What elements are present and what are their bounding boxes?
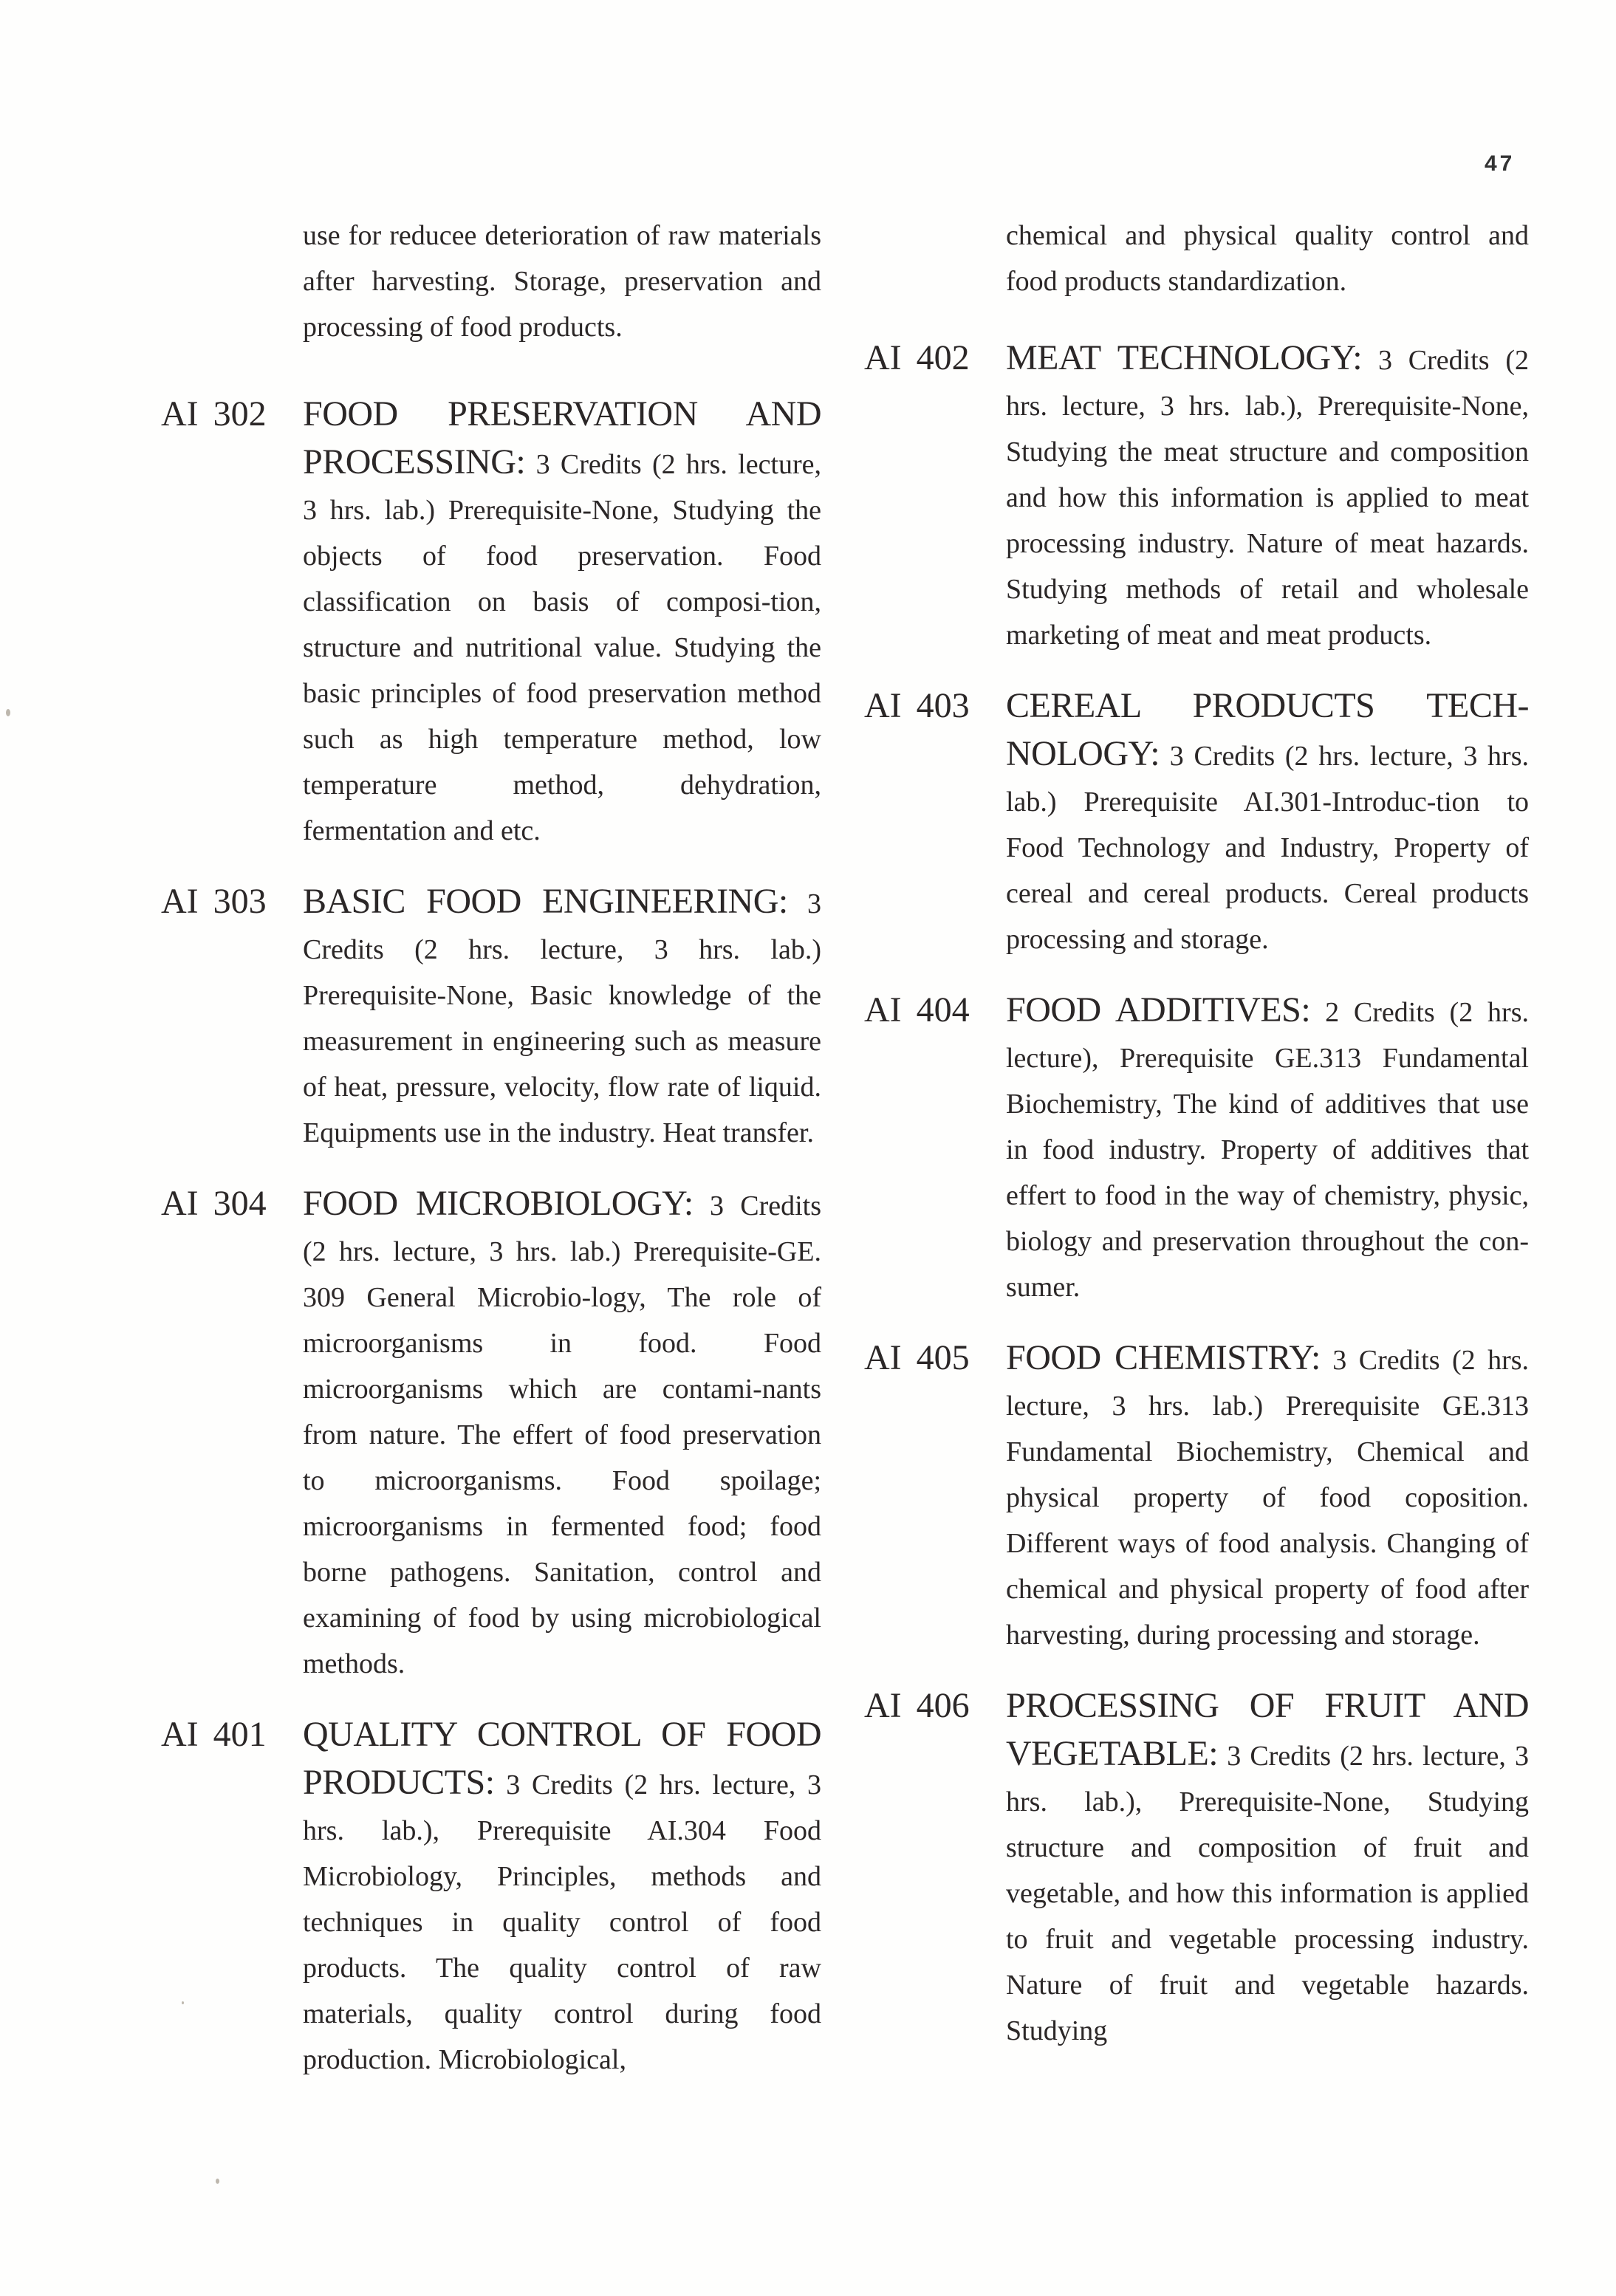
course-code: AI 402 [864,338,970,377]
course-body [1006,987,1529,1310]
course-code: AI 405 [864,1338,970,1377]
course-body [303,879,821,1156]
right-column [864,213,1529,2054]
course-code: AI 304 [161,1184,267,1223]
course-description: 3 Credits (2 hrs. lecture, 3 hrs. lab.) Prerequisite-None, Studying the objects of food preservation. Food classification on basis of composi-tion, structure and nutritional value. Studying the basic principles of food preservation method such as high temperature method, low temperature method, dehydration, fermentation and etc. [303,449,822,846]
course-body [1006,683,1529,962]
course-entry [864,335,1529,658]
course-title: FOOD PRESERVATION AND PROCESSING: [303,394,821,482]
scan-speck [182,2001,184,2004]
course-code: AI 401 [161,1715,267,1754]
course-description: 3 Credits (2 hrs. lecture, 3 hrs. lab.) Prerequisite-None, Basic knowledge of the measurement in engineering such as measure of heat, pressure, velocity, flow rate of liquid. Equipments use in the industry. Heat transfer. [303,888,821,1148]
course-title: QUALITY CONTROL OF FOOD PRODUCTS: [303,1715,821,1802]
continuation-text: chemical and physical quality control and food products standardization. [1006,220,1529,297]
course-title: MEAT TECHNOLOGY: [1006,338,1363,377]
course-entry [161,879,821,1156]
course-title: FOOD CHEMISTRY: [1006,1338,1321,1377]
course-body [303,1712,821,2083]
course-title: CEREAL PRODUCTS TECH-NOLOGY: [1006,686,1529,773]
course-code: AI 303 [161,882,267,921]
course-title: BASIC FOOD ENGINEERING: [303,882,788,921]
course-entry [864,683,1529,962]
course-entry [161,391,821,854]
course-entry [161,1181,821,1687]
continuation-text: use for reducee deterioration of raw materials after harvesting. Storage, preservation and processing of food products. [303,220,821,343]
course-code: AI 302 [161,394,267,434]
course-entry [864,1683,1529,2054]
course-entry [864,987,1529,1310]
course-description: 2 Credits (2 hrs. lecture), Prerequisite GE.313 Fundamental Biochemistry, The kind of additives that use in food industry. Property of additives that effert to food in the way of chemistry, physic, biology and preservation throughout the con-sumer. [1006,997,1529,1303]
course-body [303,1181,821,1687]
scan-speck [216,2179,219,2184]
course-title: FOOD MICROBIOLOGY: [303,1184,694,1223]
course-body [1006,335,1529,658]
left-column [161,213,821,2083]
course-entry [161,1712,821,2083]
course-title: FOOD ADDITIVES: [1006,990,1311,1029]
course-code: AI 406 [864,1686,970,1725]
page-number: 47 [1485,151,1516,176]
course-description: 3 Credits (2 hrs. lecture, 3 hrs. lab.), Prerequisite-None, Studying structure and composition of fruit and vegetable, and how this information is applied to fruit and vegetable processing industry. Nature of fruit and vegetable hazards. Studying [1006,1741,1529,2046]
course-body [1006,1683,1529,2054]
course-body [1006,1335,1529,1658]
course-entry [864,1335,1529,1658]
course-description: 3 Credits (2 hrs. lecture, 3 hrs. lab.), Prerequisite AI.304 Food Microbiology, Principles, methods and techniques in quality control of food products. The quality control of raw materials, quality control during food production. Microbiological, [303,1769,822,2075]
course-code: AI 404 [864,990,970,1029]
course-title: PROCESSING OF FRUIT AND VEGETABLE: [1006,1686,1529,1773]
course-code: AI 403 [864,686,970,725]
course-description: 3 Credits (2 hrs. lecture, 3 hrs. lab.) Prerequisite AI.301-Introduc-tion to Food Technology and Industry, Property of cereal and cereal products. Cereal products processing and storage. [1006,741,1530,955]
scan-speck [6,709,10,716]
course-description: 3 Credits (2 hrs. lecture, 3 hrs. lab.) Prerequisite-GE. 309 General Microbio-logy, The role of microorganisms in food. Food microorganisms which are contami-nants from nature. The effert of food preservation to microorganisms. Food spoilage; microorganisms in fermented food; food borne pathogens. Sanitation, control and examining of food by using microbiological methods. [303,1190,822,1679]
course-description: 3 Credits (2 hrs. lecture, 3 hrs. lab.), Prerequisite-None, Studying the meat structure and composition and how this information is applied to meat processing industry. Nature of meat hazards. Studying methods of retail and wholesale marketing of meat and meat products. [1006,345,1529,651]
course-body [303,391,821,854]
course-description: 3 Credits (2 hrs. lecture, 3 hrs. lab.) Prerequisite GE.313 Fundamental Biochemistry, Chemical and physical property of food coposition. Different ways of food analysis. Changing of chemical and physical property of food after harvesting, during processing and storage. [1006,1345,1530,1651]
